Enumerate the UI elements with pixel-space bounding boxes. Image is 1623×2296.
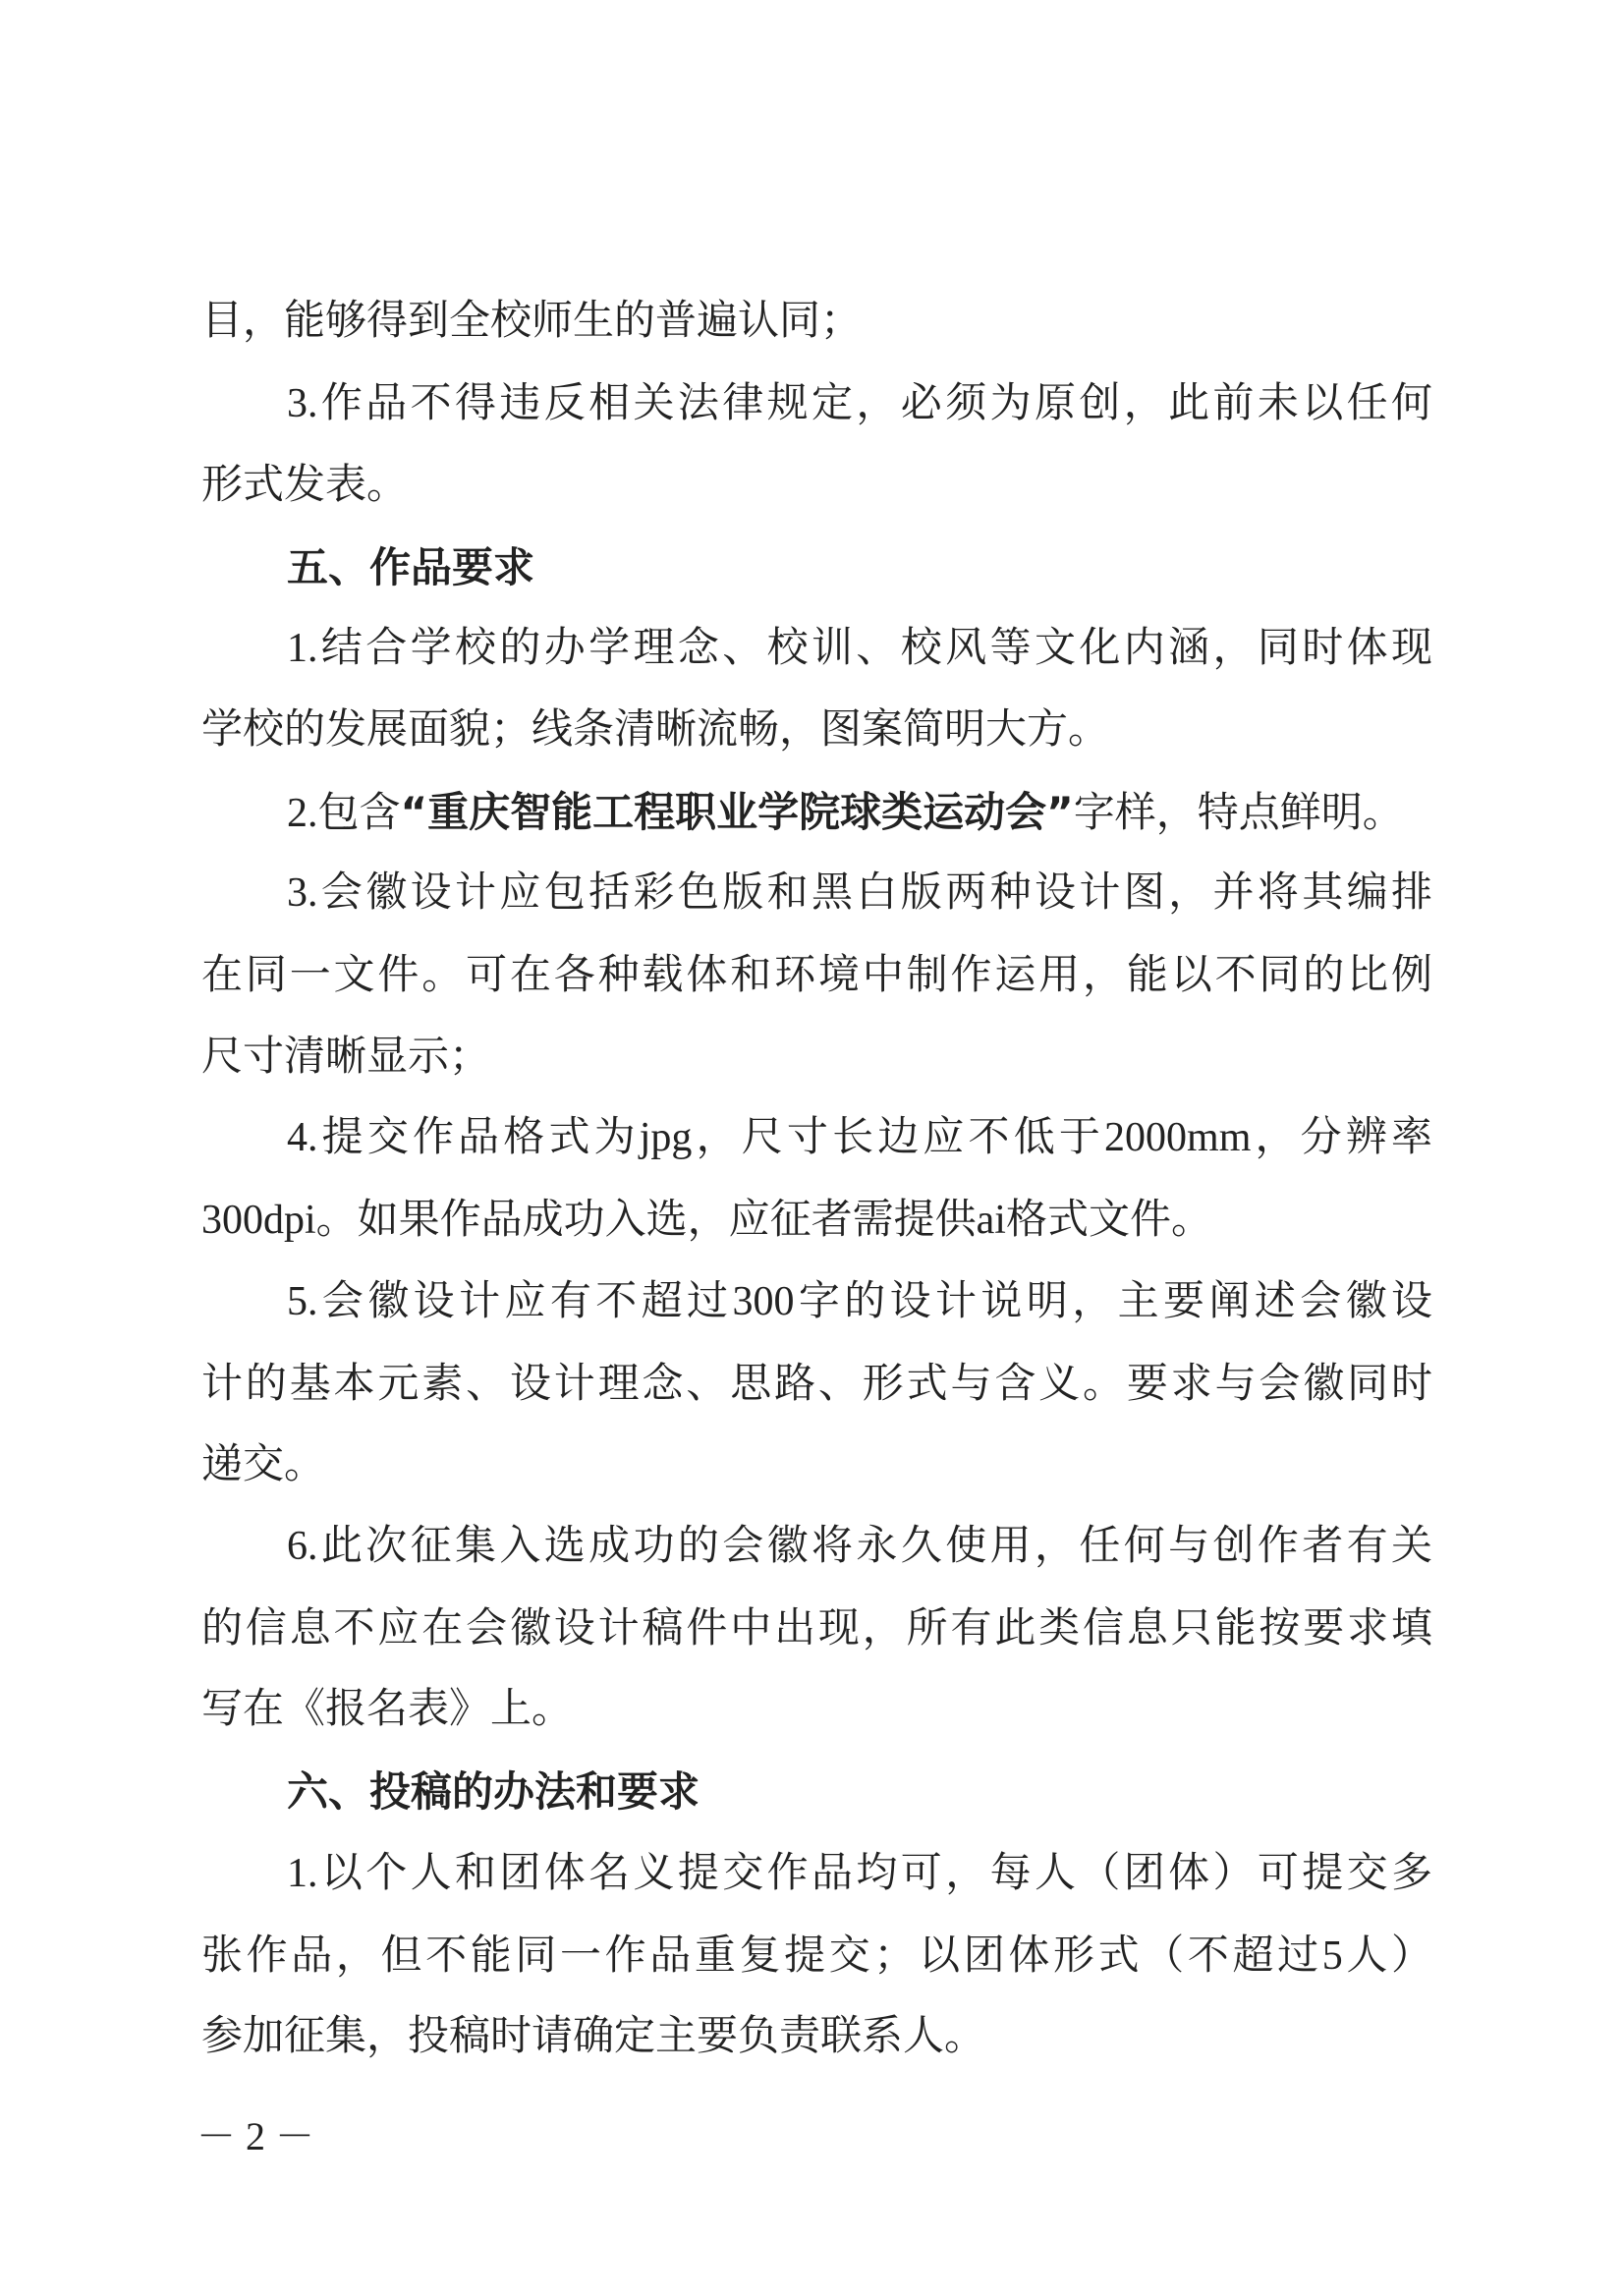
text-line: 尺寸清晰显示； [201,1035,491,1080]
page-number: － 2 － [196,2114,314,2158]
text-line: 3.作品不得违反相关法律规定，必须为原创，此前未以任何 [287,381,1432,426]
text-line: 形式发表。 [201,463,409,508]
text-line: 1.结合学校的办学理念、校训、校风等文化内涵，同时体现 [287,626,1432,671]
section-heading: 五、作品要求 [287,543,535,591]
text-line: 学校的发展面貌；线条清晰流畅，图案简明大方。 [201,707,1110,753]
text-line: 参加征集，投稿时请确定主要负责联系人。 [201,2014,986,2059]
text-line: 递交。 [201,1442,326,1487]
text-line: 4.提交作品格式为jpg，尺寸长边应不低于2000mm，分辨率 [287,1115,1432,1160]
text-line: 6.此次征集入选成功的会徽将永久使用，任何与创作者有关 [287,1524,1432,1569]
text-line [287,785,1432,840]
text-line: 300dpi。如果作品成功入选，应征者需提供ai格式文件。 [201,1198,1212,1243]
text-segment: 字样，特点鲜明。 [1073,791,1404,836]
text-line: 张作品，但不能同一作品重复提交；以团体形式（不超过5人） [201,1933,1432,1979]
text-line: 在同一文件。可在各种载体和环境中制作运用，能以不同的比例 [201,953,1432,998]
text-line: 5.会徽设计应有不超过300字的设计说明，主要阐述会徽设 [287,1279,1432,1324]
text-line: 的信息不应在会徽设计稿件中出现，所有此类信息只能按要求填 [201,1606,1432,1652]
text-line: 计的基本元素、设计理念、思路、形式与含义。要求与会徽同时 [201,1362,1432,1407]
text-line: 写在《报名表》上。 [201,1687,574,1732]
text-line: 1.以个人和团体名义提交作品均可，每人（团体）可提交多 [287,1851,1432,1896]
text-segment: 2.包含 [287,791,401,836]
emphasized-name: “重庆智能工程职业学院球类运动会” [400,788,1074,836]
section-heading: 六、投稿的办法和要求 [287,1767,700,1816]
text-line: 3.会徽设计应包括彩色版和黑白版两种设计图，并将其编排 [287,870,1432,916]
text-line: 目，能够得到全校师生的普遍认同； [201,299,863,344]
